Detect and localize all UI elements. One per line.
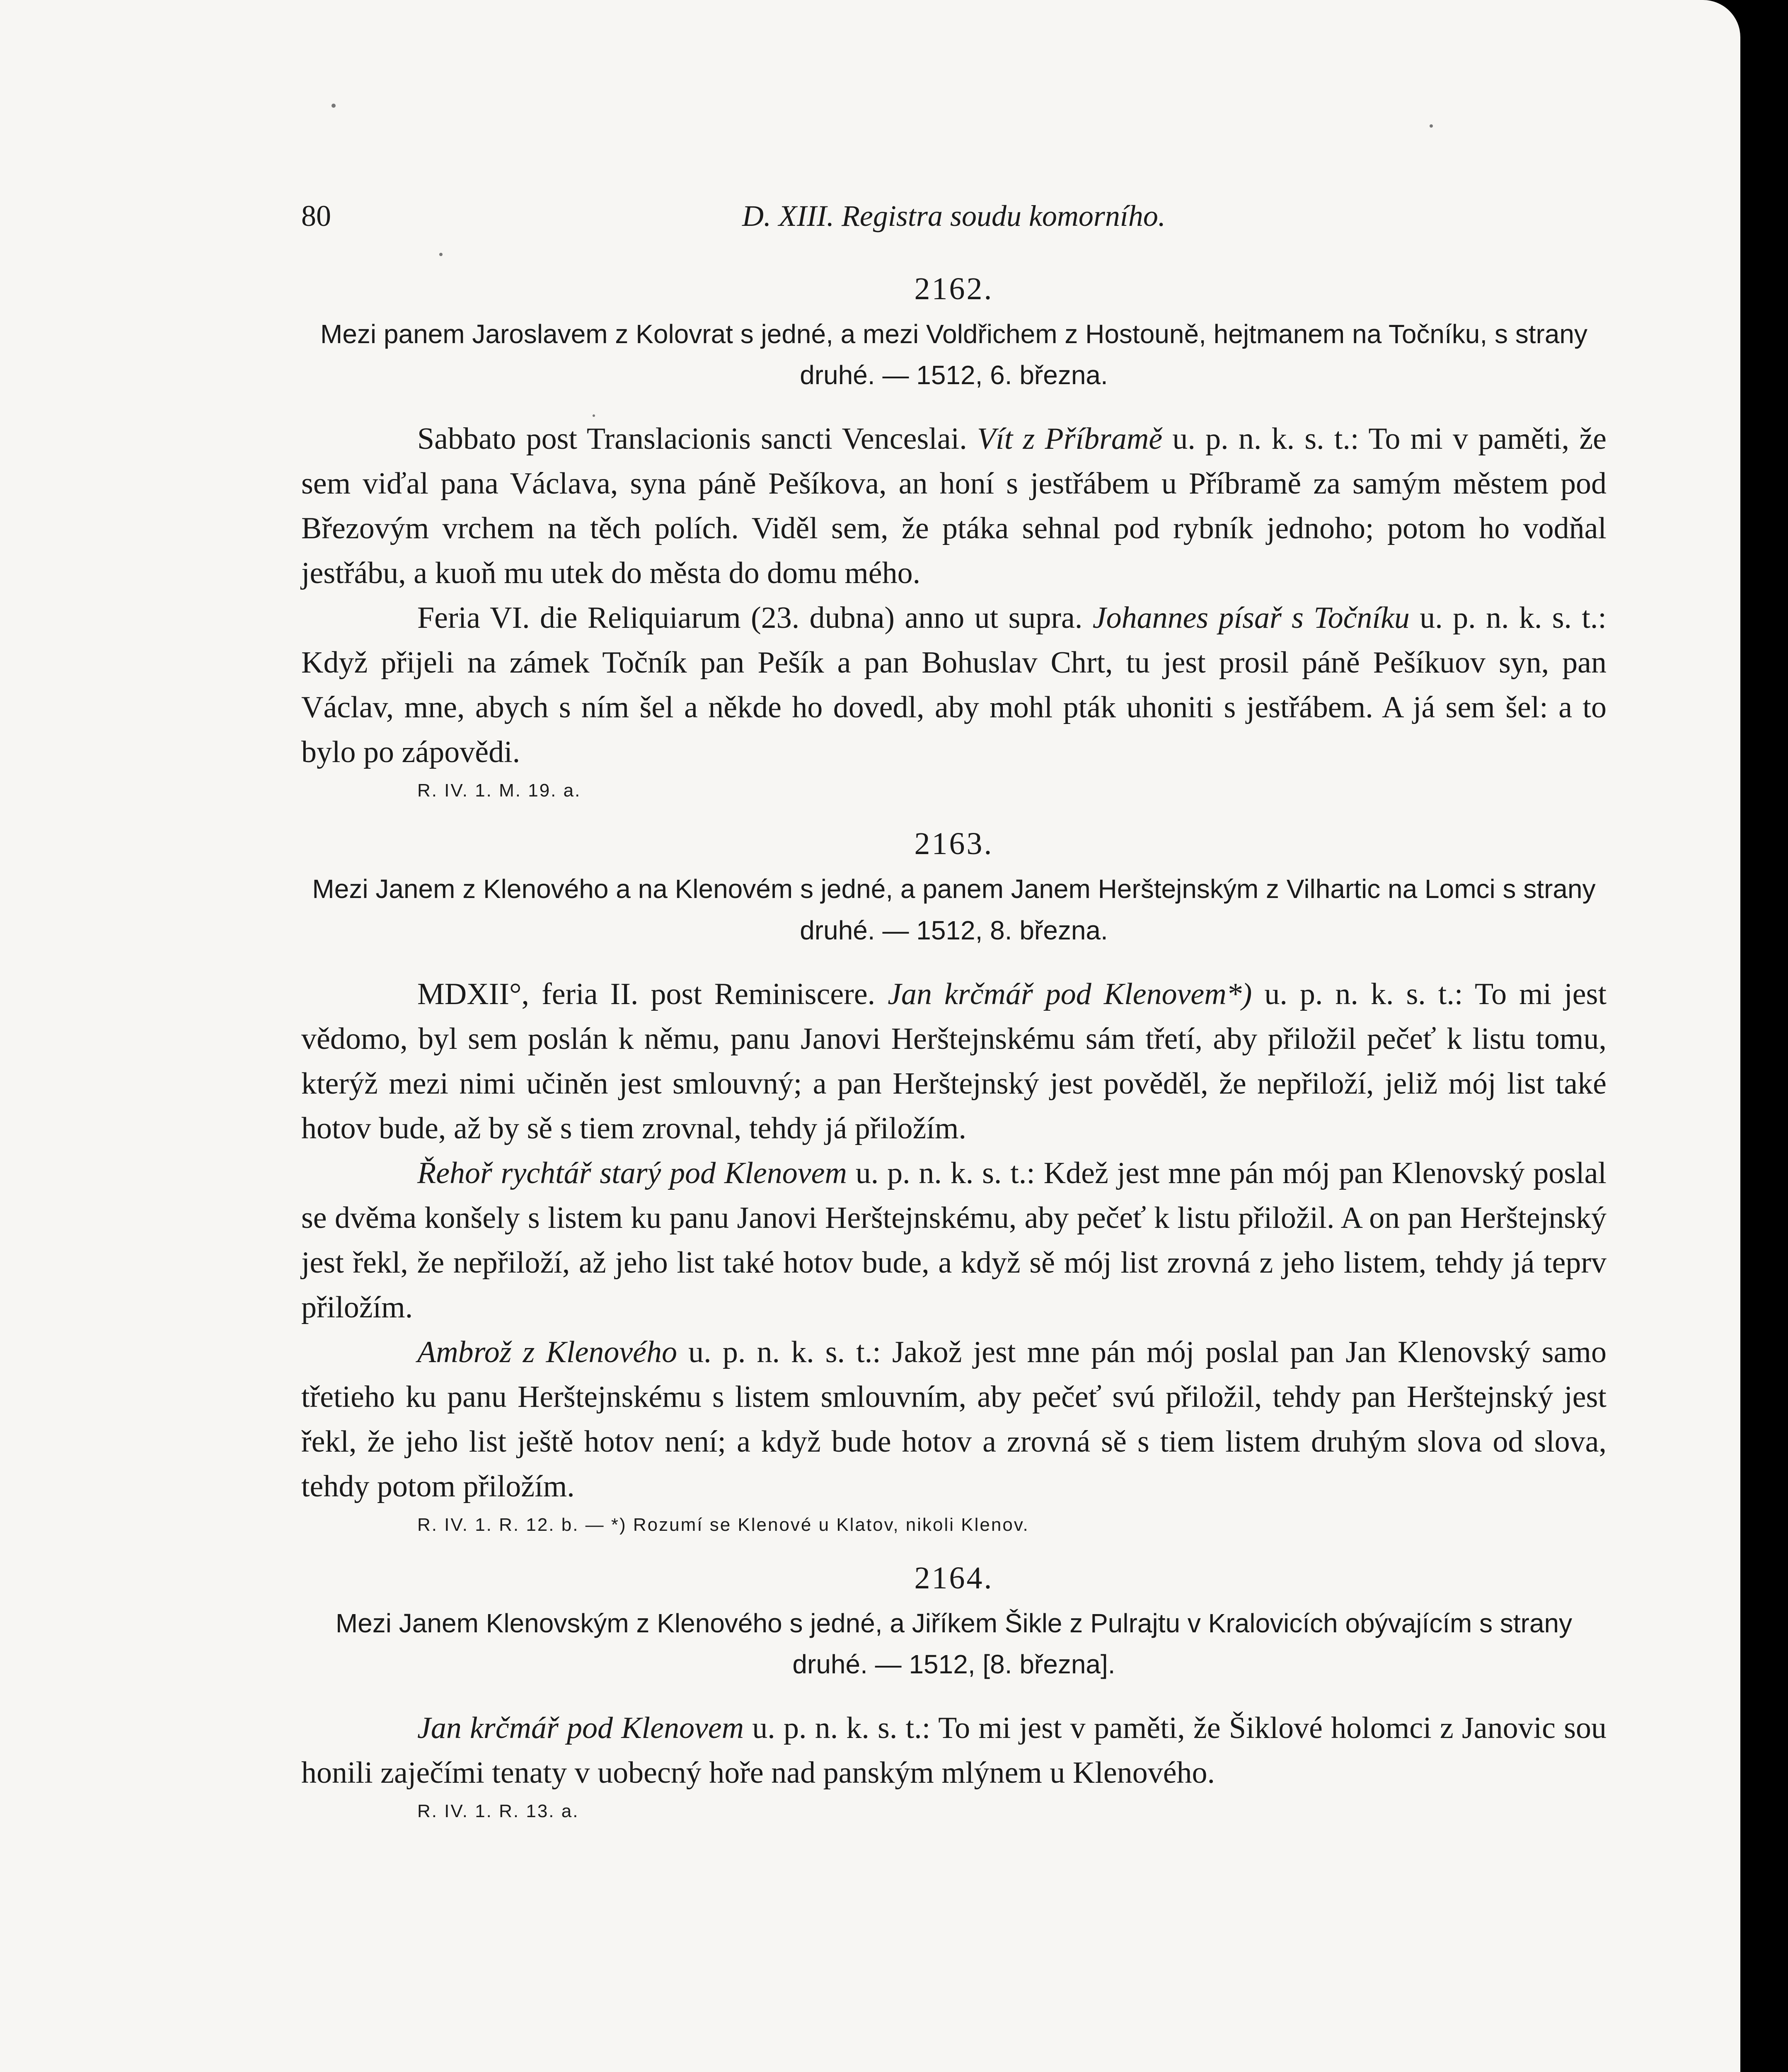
testimony-date: MDXII°, feria II. post Reminiscere. <box>417 977 888 1011</box>
running-title: D. XIII. Registra soudu komorního. <box>742 199 1166 232</box>
entry-heading: Mezi Janem z Klenového a na Klenovém s jedné, a panem Janem Herštejnským z Vilhartic na Lomci s strany druhé. — 1512, 8. března. <box>312 874 1596 945</box>
testimony-paragraph <box>301 1151 1607 1330</box>
testimony-paragraph <box>301 595 1607 775</box>
testimony-date: Feria VI. die Reliquiarum (23. dubna) anno ut supra. <box>417 601 1093 635</box>
entry-heading: Mezi Janem Klenovským z Klenového s jedné, a Jiříkem Šikle z Pulrajtu v Kralovicích obývajícím s strany druhé. — 1512, [8. března]. <box>335 1608 1573 1679</box>
source-reference: R. IV. 1. M. 19. a. <box>417 780 581 801</box>
testimony-paragraph <box>301 972 1607 1151</box>
source-reference: R. IV. 1. R. 13. a. <box>417 1801 579 1822</box>
testimony-date: Sabbato post Translacionis sancti Venceslai. <box>417 422 977 456</box>
entry-number: 2163. <box>914 826 994 862</box>
testimony-paragraph <box>301 416 1607 595</box>
witness-name: Jan krčmář pod Klenovem*) <box>888 977 1252 1011</box>
entry-2163 <box>301 824 1607 1535</box>
entry-heading: Mezi panem Jaroslavem z Kolovrat s jedné, a mezi Voldřichem z Hostouně, hejtmanem na Točníku, s strany druhé. — 1512, 6. března. <box>320 319 1587 390</box>
testimony-paragraph <box>301 1706 1607 1795</box>
witness-name: Řehoř rychtář starý pod Klenovem <box>417 1156 847 1190</box>
entry-number: 2164. <box>914 1560 994 1595</box>
testimony-text: u. p. n. k. s. t.: Kdež jest mne pán mój pan Klenovský poslal se dvěma konšely s listem ku panu Janovi Herštejnskému, aby pečeť k listu přiložil. A on pan Herštejnský jest řekl, že nepřiloží, až jeho list také hotov bude, a když sě mój list zrovná z jeho listem, tehdy já teprv přiložím. <box>301 1156 1607 1324</box>
scan-speck <box>331 104 336 108</box>
testimony-text: u. p. n. k. s. t.: Když přijeli na zámek Točník pan Pešík a pan Bohuslav Chrt, tu jest prosil páně Pešíkuov syn, pan Václav, mne, abych s ním šel a někde ho dovedl, aby mohl pták uhoniti s jestřábem. A já sem šel: a to bylo po zápovědi. <box>301 601 1607 770</box>
source-reference: R. IV. 1. R. 12. b. — *) Rozumí se Klenové u Klatov, nikoli Klenov. <box>417 1514 1029 1535</box>
entry-2162 <box>301 269 1607 801</box>
entry-number: 2162. <box>914 271 994 306</box>
testimony-text: u. p. n. k. s. t.: To mi v paměti, že sem viďal pana Václava, syna páně Pešíkova, an honí s jestřábem u Příbramě za samým městem pod Březovým vrchem na těch polích. Viděl sem, že ptáka sehnal pod rybník jednoho; potom ho vodňal jestřábu, a kuoň mu utek do města do domu mého. <box>301 422 1607 591</box>
witness-name: Jan krčmář pod Klenovem <box>417 1711 744 1745</box>
witness-name: Johannes písař s Točníku <box>1092 601 1410 635</box>
testimony-text: u. p. n. k. s. t.: Jakož jest mne pán mój poslal pan Jan Klenovský samo třetieho ku panu Herštejnskému s listem smlouvním, aby pečeť svú přiložil, tehdy pan Herštejnský jest řekl, že jeho list ještě hotov není; a když bude hotov a zrovná sě s tiem listem druhým slova od slova, tehdy potom přiložím. <box>301 1335 1607 1503</box>
page-number: 80 <box>301 199 331 232</box>
testimony-text: u. p. n. k. s. t.: To mi jest v paměti, že Šiklové holomci z Janovic sou honili zaječími tenaty v uobecný hoře nad panským mlýnem u Klenového. <box>301 1711 1607 1790</box>
page-content <box>301 269 1607 1845</box>
scan-speck <box>439 253 443 256</box>
testimony-paragraph <box>301 1330 1607 1509</box>
witness-name: Ambrož z Klenového <box>417 1335 677 1369</box>
testimony-text: u. p. n. k. s. t.: To mi jest vědomo, byl sem poslán k němu, panu Janovi Herštejnskému sám třetí, aby přiložil pečeť k listu tomu, kterýž mezi nimi učiněn jest smlouvný; a pan Herštejnský jest pověděl, že nepřiloží, jeliž mój list také hotov bude, až by sě s tiem zrovnal, tehdy já přiložím. <box>301 977 1607 1145</box>
witness-name: Vít z Příbramě <box>977 422 1163 456</box>
entry-2164 <box>301 1559 1607 1822</box>
scan-speck <box>1430 124 1433 128</box>
page-header <box>301 199 1607 244</box>
